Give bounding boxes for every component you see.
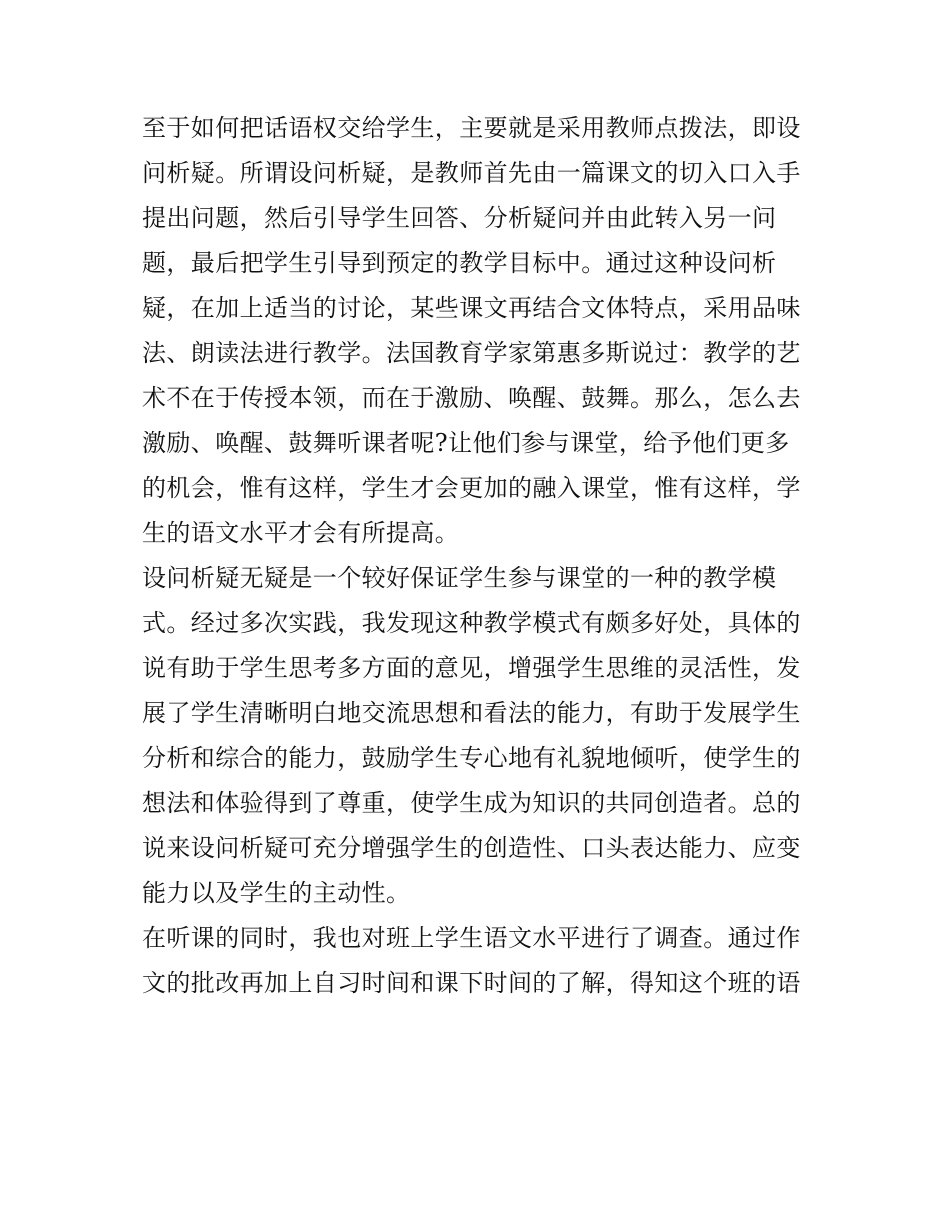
text-line: 在听课的同时，我也对班上学生语文水平进行了调查。通过作 (142, 924, 801, 952)
text-line: 术不在于传授本领，而在于激励、唤醒、鼓舞。那么，怎么去 (142, 384, 801, 412)
text-line: 激励、唤醒、鼓舞听课者呢?让他们参与课堂，给予他们更多 (142, 429, 790, 457)
text-line: 分析和综合的能力，鼓励学生专心地有礼貌地倾听，使学生的 (142, 744, 801, 772)
text-line: 想法和体验得到了尊重，使学生成为知识的共同创造者。总的 (142, 789, 801, 817)
text-line: 生的语文水平才会有所提高。 (142, 519, 460, 547)
text-line: 的机会，惟有这样，学生才会更加的融入课堂，惟有这样，学 (142, 474, 801, 502)
text-line: 文的批改再加上自习时间和课下时间的了解，得知这个班的语 (142, 969, 801, 997)
text-line: 至于如何把话语权交给学生，主要就是采用教师点拨法，即设 (142, 114, 801, 142)
text-line: 提出问题，然后引导学生回答、分析疑问并由此转入另一问 (142, 204, 777, 232)
text-line: 疑，在加上适当的讨论，某些课文再结合文体特点，采用品味 (142, 294, 801, 322)
text-line: 式。经过多次实践，我发现这种教学模式有颇多好处，具体的 (142, 609, 801, 637)
text-line: 问析疑。所谓设问析疑，是教师首先由一篇课文的切入口入手 (142, 159, 801, 187)
text-line: 法、朗读法进行教学。法国教育学家第惠多斯说过：教学的艺 (142, 339, 801, 367)
text-line: 能力以及学生的主动性。 (142, 879, 411, 907)
text-line: 说有助于学生思考多方面的意见，增强学生思维的灵活性，发 (142, 654, 801, 682)
text-line: 题，最后把学生引导到预定的教学目标中。通过这种设问析 (142, 249, 777, 277)
text-line: 设问析疑无疑是一个较好保证学生参与课堂的一种的教学模 (142, 564, 777, 592)
text-line: 展了学生清晰明白地交流思想和看法的能力，有助于发展学生 (142, 699, 801, 727)
body-text (142, 106, 822, 1006)
text-line: 说来设问析疑可充分增强学生的创造性、口头表达能力、应变 (142, 834, 801, 862)
